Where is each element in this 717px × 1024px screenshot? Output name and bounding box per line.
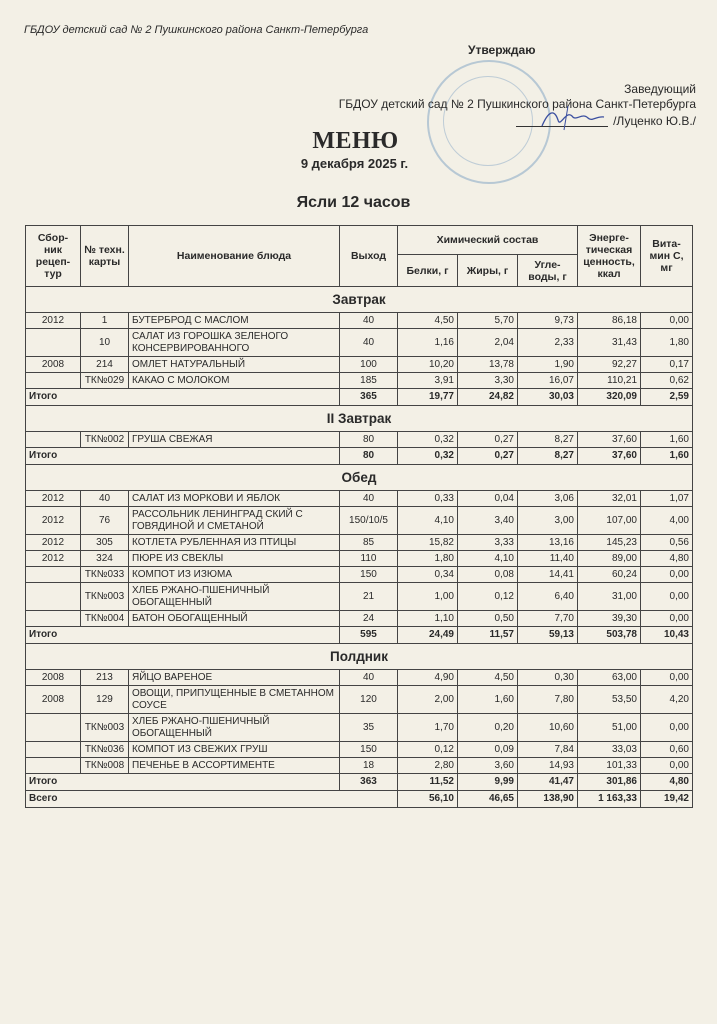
cell-dish-name: РАССОЛЬНИК ЛЕНИНГРАД СКИЙ С ГОВЯДИНОЙ И СМЕТАНОЙ bbox=[129, 507, 340, 535]
cell-protein: 4,10 bbox=[398, 507, 458, 535]
cell-collection bbox=[26, 714, 81, 742]
cell-energy: 89,00 bbox=[578, 551, 641, 567]
cell-card-no: 214 bbox=[81, 357, 129, 373]
cell-protein: 3,91 bbox=[398, 373, 458, 389]
total-fat: 0,27 bbox=[458, 448, 518, 465]
cell-collection bbox=[26, 329, 81, 357]
cell-card-no: 324 bbox=[81, 551, 129, 567]
grand-total-fat: 46,65 bbox=[458, 791, 518, 808]
cell-protein: 1,70 bbox=[398, 714, 458, 742]
cell-collection bbox=[26, 583, 81, 611]
dish-row bbox=[26, 583, 693, 611]
cell-collection bbox=[26, 567, 81, 583]
dish-row bbox=[26, 313, 693, 329]
cell-protein: 1,80 bbox=[398, 551, 458, 567]
cell-card-no: 213 bbox=[81, 670, 129, 686]
grand-total-protein: 56,10 bbox=[398, 791, 458, 808]
col-vitc: Вита-мин С, мг bbox=[641, 226, 693, 287]
total-energy: 37,60 bbox=[578, 448, 641, 465]
total-carbs: 59,13 bbox=[518, 627, 578, 644]
cell-card-no: 76 bbox=[81, 507, 129, 535]
cell-fat: 3,60 bbox=[458, 758, 518, 774]
cell-carbs: 1,90 bbox=[518, 357, 578, 373]
total-fat: 11,57 bbox=[458, 627, 518, 644]
cell-card-no: 1 bbox=[81, 313, 129, 329]
section-total-row bbox=[26, 448, 693, 465]
cell-card-no: 129 bbox=[81, 686, 129, 714]
cell-collection bbox=[26, 373, 81, 389]
grand-total-label: Всего bbox=[26, 791, 398, 808]
cell-carbs: 8,27 bbox=[518, 432, 578, 448]
col-dish: Наименование блюда bbox=[129, 226, 340, 287]
dish-row bbox=[26, 742, 693, 758]
total-label: Итого bbox=[26, 627, 340, 644]
cell-output: 40 bbox=[340, 491, 398, 507]
total-vitc: 1,60 bbox=[641, 448, 693, 465]
cell-carbs: 7,80 bbox=[518, 686, 578, 714]
section-title: Полдник bbox=[26, 644, 693, 670]
cell-card-no: ТК№003 bbox=[81, 583, 129, 611]
cell-energy: 145,23 bbox=[578, 535, 641, 551]
total-carbs: 30,03 bbox=[518, 389, 578, 406]
cell-energy: 86,18 bbox=[578, 313, 641, 329]
cell-fat: 0,27 bbox=[458, 432, 518, 448]
cell-fat: 0,50 bbox=[458, 611, 518, 627]
section-header-row bbox=[26, 287, 693, 313]
total-label: Итого bbox=[26, 448, 340, 465]
cell-collection bbox=[26, 758, 81, 774]
total-label: Итого bbox=[26, 774, 340, 791]
cell-vitc: 1,80 bbox=[641, 329, 693, 357]
cell-carbs: 11,40 bbox=[518, 551, 578, 567]
cell-protein: 0,12 bbox=[398, 742, 458, 758]
cell-dish-name: ОВОЩИ, ПРИПУЩЕННЫЕ В СМЕТАННОМ СОУСЕ bbox=[129, 686, 340, 714]
cell-vitc: 0,00 bbox=[641, 670, 693, 686]
total-carbs: 8,27 bbox=[518, 448, 578, 465]
cell-output: 185 bbox=[340, 373, 398, 389]
col-protein: Белки, г bbox=[398, 255, 458, 287]
cell-carbs: 6,40 bbox=[518, 583, 578, 611]
cell-dish-name: КАКАО С МОЛОКОМ bbox=[129, 373, 340, 389]
cell-collection: 2012 bbox=[26, 535, 81, 551]
cell-card-no: ТК№029 bbox=[81, 373, 129, 389]
cell-energy: 63,00 bbox=[578, 670, 641, 686]
dish-row bbox=[26, 714, 693, 742]
section-total-row bbox=[26, 774, 693, 791]
cell-fat: 5,70 bbox=[458, 313, 518, 329]
group-title: Ясли 12 часов bbox=[296, 194, 411, 211]
cell-card-no: ТК№008 bbox=[81, 758, 129, 774]
cell-vitc: 0,00 bbox=[641, 583, 693, 611]
col-energy: Энерге-тическая ценность, ккал bbox=[578, 226, 641, 287]
cell-energy: 92,27 bbox=[578, 357, 641, 373]
cell-vitc: 0,60 bbox=[641, 742, 693, 758]
cell-energy: 101,33 bbox=[578, 758, 641, 774]
cell-protein: 0,34 bbox=[398, 567, 458, 583]
cell-vitc: 4,20 bbox=[641, 686, 693, 714]
cell-energy: 37,60 bbox=[578, 432, 641, 448]
cell-protein: 2,00 bbox=[398, 686, 458, 714]
cell-energy: 33,03 bbox=[578, 742, 641, 758]
section-header-row bbox=[26, 465, 693, 491]
total-energy: 301,86 bbox=[578, 774, 641, 791]
cell-dish-name: САЛАТ ИЗ МОРКОВИ И ЯБЛОК bbox=[129, 491, 340, 507]
dish-row bbox=[26, 507, 693, 535]
cell-protein: 2,80 bbox=[398, 758, 458, 774]
cell-card-no: ТК№003 bbox=[81, 714, 129, 742]
cell-collection: 2008 bbox=[26, 670, 81, 686]
cell-output: 85 bbox=[340, 535, 398, 551]
cell-vitc: 0,56 bbox=[641, 535, 693, 551]
cell-card-no: 305 bbox=[81, 535, 129, 551]
cell-energy: 39,30 bbox=[578, 611, 641, 627]
cell-dish-name: ОМЛЕТ НАТУРАЛЬНЫЙ bbox=[129, 357, 340, 373]
cell-carbs: 7,84 bbox=[518, 742, 578, 758]
cell-carbs: 16,07 bbox=[518, 373, 578, 389]
cell-fat: 3,33 bbox=[458, 535, 518, 551]
cell-output: 40 bbox=[340, 313, 398, 329]
total-fat: 9,99 bbox=[458, 774, 518, 791]
dish-row bbox=[26, 329, 693, 357]
cell-output: 100 bbox=[340, 357, 398, 373]
dish-row bbox=[26, 567, 693, 583]
section-title: Обед bbox=[26, 465, 693, 491]
org-header: ГБДОУ детский сад № 2 Пушкинского района Санкт-Петербурга bbox=[24, 24, 369, 36]
cell-carbs: 7,70 bbox=[518, 611, 578, 627]
cell-dish-name: ПЮРЕ ИЗ СВЕКЛЫ bbox=[129, 551, 340, 567]
total-protein: 19,77 bbox=[398, 389, 458, 406]
cell-output: 18 bbox=[340, 758, 398, 774]
cell-card-no: 10 bbox=[81, 329, 129, 357]
cell-dish-name: БАТОН ОБОГАЩЕННЫЙ bbox=[129, 611, 340, 627]
cell-vitc: 0,17 bbox=[641, 357, 693, 373]
grand-total-vitc: 19,42 bbox=[641, 791, 693, 808]
dish-row bbox=[26, 535, 693, 551]
cell-output: 150 bbox=[340, 742, 398, 758]
dish-row bbox=[26, 670, 693, 686]
cell-fat: 4,50 bbox=[458, 670, 518, 686]
cell-output: 40 bbox=[340, 670, 398, 686]
cell-card-no: ТК№002 bbox=[81, 432, 129, 448]
grand-total-row bbox=[26, 791, 693, 808]
cell-vitc: 1,07 bbox=[641, 491, 693, 507]
cell-carbs: 3,06 bbox=[518, 491, 578, 507]
cell-dish-name: КОТЛЕТА РУБЛЕННАЯ ИЗ ПТИЦЫ bbox=[129, 535, 340, 551]
cell-dish-name: ХЛЕБ РЖАНО-ПШЕНИЧНЫЙ ОБОГАЩЕННЫЙ bbox=[129, 714, 340, 742]
cell-output: 35 bbox=[340, 714, 398, 742]
total-energy: 320,09 bbox=[578, 389, 641, 406]
cell-energy: 31,43 bbox=[578, 329, 641, 357]
cell-dish-name: БУТЕРБРОД С МАСЛОМ bbox=[129, 313, 340, 329]
total-energy: 503,78 bbox=[578, 627, 641, 644]
cell-energy: 31,00 bbox=[578, 583, 641, 611]
cell-vitc: 4,80 bbox=[641, 551, 693, 567]
cell-energy: 107,00 bbox=[578, 507, 641, 535]
cell-collection bbox=[26, 432, 81, 448]
cell-fat: 4,10 bbox=[458, 551, 518, 567]
cell-output: 120 bbox=[340, 686, 398, 714]
dish-row bbox=[26, 758, 693, 774]
total-protein: 0,32 bbox=[398, 448, 458, 465]
total-vitc: 4,80 bbox=[641, 774, 693, 791]
cell-energy: 51,00 bbox=[578, 714, 641, 742]
cell-energy: 110,21 bbox=[578, 373, 641, 389]
menu-date: 9 декабря 2025 г. bbox=[300, 156, 409, 171]
total-label: Итого bbox=[26, 389, 340, 406]
col-carbs: Угле-воды, г bbox=[518, 255, 578, 287]
cell-vitc: 4,00 bbox=[641, 507, 693, 535]
dish-row bbox=[26, 491, 693, 507]
cell-protein: 1,16 bbox=[398, 329, 458, 357]
menu-title: МЕНЮ bbox=[312, 128, 399, 154]
cell-fat: 0,12 bbox=[458, 583, 518, 611]
cell-fat: 0,04 bbox=[458, 491, 518, 507]
cell-protein: 4,50 bbox=[398, 313, 458, 329]
cell-collection bbox=[26, 742, 81, 758]
cell-output: 80 bbox=[340, 432, 398, 448]
cell-collection: 2012 bbox=[26, 491, 81, 507]
cell-vitc: 0,00 bbox=[641, 567, 693, 583]
cell-protein: 0,33 bbox=[398, 491, 458, 507]
total-fat: 24,82 bbox=[458, 389, 518, 406]
total-carbs: 41,47 bbox=[518, 774, 578, 791]
cell-protein: 15,82 bbox=[398, 535, 458, 551]
cell-energy: 60,24 bbox=[578, 567, 641, 583]
section-total-row bbox=[26, 389, 693, 406]
cell-card-no: ТК№036 bbox=[81, 742, 129, 758]
col-output: Выход bbox=[340, 226, 398, 287]
col-card-no: № техн. карты bbox=[81, 226, 129, 287]
section-title: Завтрак bbox=[26, 287, 693, 313]
cell-dish-name: ПЕЧЕНЬЕ В АССОРТИМЕНТЕ bbox=[129, 758, 340, 774]
grand-total-energy: 1 163,33 bbox=[578, 791, 641, 808]
cell-collection: 2012 bbox=[26, 551, 81, 567]
total-vitc: 10,43 bbox=[641, 627, 693, 644]
col-collection: Сбор-ник рецеп-тур bbox=[26, 226, 81, 287]
cell-output: 24 bbox=[340, 611, 398, 627]
cell-vitc: 0,62 bbox=[641, 373, 693, 389]
cell-fat: 0,20 bbox=[458, 714, 518, 742]
dish-row bbox=[26, 551, 693, 567]
dish-row bbox=[26, 432, 693, 448]
cell-fat: 0,08 bbox=[458, 567, 518, 583]
head-name: /Луценко Ю.В./ bbox=[613, 114, 696, 128]
cell-dish-name: КОМПОТ ИЗ СВЕЖИХ ГРУШ bbox=[129, 742, 340, 758]
section-header-row bbox=[26, 644, 693, 670]
dish-row bbox=[26, 611, 693, 627]
dish-row bbox=[26, 357, 693, 373]
cell-carbs: 14,93 bbox=[518, 758, 578, 774]
cell-energy: 53,50 bbox=[578, 686, 641, 714]
cell-protein: 4,90 bbox=[398, 670, 458, 686]
cell-carbs: 9,73 bbox=[518, 313, 578, 329]
dish-row bbox=[26, 686, 693, 714]
cell-energy: 32,01 bbox=[578, 491, 641, 507]
cell-fat: 1,60 bbox=[458, 686, 518, 714]
cell-dish-name: ГРУША СВЕЖАЯ bbox=[129, 432, 340, 448]
cell-protein: 0,32 bbox=[398, 432, 458, 448]
cell-dish-name: САЛАТ ИЗ ГОРОШКА ЗЕЛЕНОГО КОНСЕРВИРОВАННОГО bbox=[129, 329, 340, 357]
grand-total-carbs: 138,90 bbox=[518, 791, 578, 808]
cell-fat: 0,09 bbox=[458, 742, 518, 758]
cell-output: 110 bbox=[340, 551, 398, 567]
menu-body bbox=[26, 287, 693, 808]
cell-vitc: 0,00 bbox=[641, 758, 693, 774]
total-vitc: 2,59 bbox=[641, 389, 693, 406]
cell-card-no: ТК№004 bbox=[81, 611, 129, 627]
cell-vitc: 0,00 bbox=[641, 611, 693, 627]
section-total-row bbox=[26, 627, 693, 644]
col-chem: Химический состав bbox=[398, 226, 578, 255]
cell-output: 40 bbox=[340, 329, 398, 357]
section-title: II Завтрак bbox=[26, 406, 693, 432]
cell-collection bbox=[26, 611, 81, 627]
cell-collection: 2012 bbox=[26, 507, 81, 535]
total-protein: 24,49 bbox=[398, 627, 458, 644]
cell-vitc: 1,60 bbox=[641, 432, 693, 448]
section-header-row bbox=[26, 406, 693, 432]
cell-output: 21 bbox=[340, 583, 398, 611]
cell-collection: 2008 bbox=[26, 686, 81, 714]
cell-collection: 2012 bbox=[26, 313, 81, 329]
cell-dish-name: КОМПОТ ИЗ ИЗЮМА bbox=[129, 567, 340, 583]
cell-collection: 2008 bbox=[26, 357, 81, 373]
cell-carbs: 2,33 bbox=[518, 329, 578, 357]
cell-carbs: 10,60 bbox=[518, 714, 578, 742]
cell-card-no: ТК№033 bbox=[81, 567, 129, 583]
col-fat: Жиры, г bbox=[458, 255, 518, 287]
dish-row bbox=[26, 373, 693, 389]
cell-carbs: 14,41 bbox=[518, 567, 578, 583]
cell-fat: 2,04 bbox=[458, 329, 518, 357]
cell-protein: 1,10 bbox=[398, 611, 458, 627]
cell-carbs: 3,00 bbox=[518, 507, 578, 535]
menu-table bbox=[25, 225, 693, 808]
cell-protein: 10,20 bbox=[398, 357, 458, 373]
cell-output: 150 bbox=[340, 567, 398, 583]
cell-dish-name: ХЛЕБ РЖАНО-ПШЕНИЧНЫЙ ОБОГАЩЕННЫЙ bbox=[129, 583, 340, 611]
cell-vitc: 0,00 bbox=[641, 313, 693, 329]
approval-label: Утверждаю bbox=[468, 43, 536, 57]
cell-carbs: 13,16 bbox=[518, 535, 578, 551]
cell-output: 150/10/5 bbox=[340, 507, 398, 535]
cell-fat: 3,40 bbox=[458, 507, 518, 535]
cell-fat: 3,30 bbox=[458, 373, 518, 389]
head-organization: ГБДОУ детский сад № 2 Пушкинского района Санкт-Петербурга bbox=[338, 97, 696, 111]
cell-card-no: 40 bbox=[81, 491, 129, 507]
cell-dish-name: ЯЙЦО ВАРЕНОЕ bbox=[129, 670, 340, 686]
total-protein: 11,52 bbox=[398, 774, 458, 791]
cell-carbs: 0,30 bbox=[518, 670, 578, 686]
head-position: Заведующий bbox=[624, 82, 696, 96]
total-output: 363 bbox=[340, 774, 398, 791]
cell-protein: 1,00 bbox=[398, 583, 458, 611]
cell-vitc: 0,00 bbox=[641, 714, 693, 742]
total-output: 80 bbox=[340, 448, 398, 465]
total-output: 595 bbox=[340, 627, 398, 644]
cell-fat: 13,78 bbox=[458, 357, 518, 373]
total-output: 365 bbox=[340, 389, 398, 406]
